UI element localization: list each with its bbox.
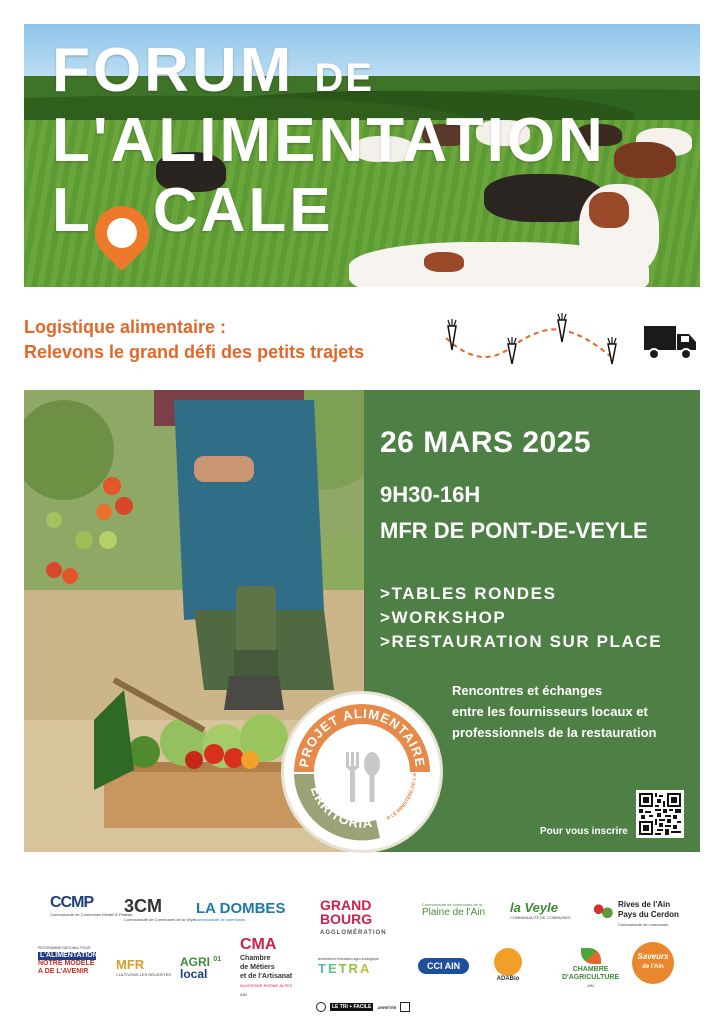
logo-ccmp-text: CCMP — [50, 894, 94, 911]
logo-rives-line1: Rives de l'Ain — [618, 900, 671, 909]
logo-agri-word: AGRI — [180, 955, 210, 969]
logo-local-word: local — [180, 967, 208, 981]
logo-pnan-line2: L'ALIMENTATION — [40, 952, 98, 959]
logo-plaine-subtext: Communauté de communes de la — [422, 902, 483, 907]
subtitle — [24, 315, 364, 365]
subtitle-line-2: Relevons le grand défi des petits trajets — [24, 342, 365, 362]
event-hours: 9H30-16H — [380, 482, 481, 507]
hero-banner — [24, 24, 700, 287]
logo-grand-bourg — [320, 898, 387, 940]
title-word-de: DE — [314, 56, 375, 100]
logo-la-dombes — [196, 900, 285, 922]
title-letter-l: L — [52, 176, 93, 245]
carrot-icon — [508, 337, 516, 364]
registration-qr-code[interactable] — [636, 790, 684, 838]
logo-tri — [316, 1002, 410, 1012]
logo-cma-line1: Chambre — [240, 955, 271, 962]
logo-plaine-text: Plaine de l'Ain — [422, 907, 486, 918]
logo-rives-line2: Pays du Cerdon — [618, 910, 679, 919]
pat-logo — [284, 694, 440, 850]
partner-logos — [0, 880, 725, 1024]
logo-tetra-text: TETRA — [318, 964, 379, 974]
logo-saveurs-de-l-ain — [632, 942, 674, 984]
logo-plaine-de-l-ain — [422, 902, 485, 918]
logo-pnan-line3: NOTRE MODÈLE — [38, 960, 95, 967]
forum-title — [52, 36, 606, 245]
logo-cma-line2: de Métiers — [240, 964, 275, 971]
logo-grand-bourg-line1: GRAND — [320, 897, 372, 913]
rives-berries-icon — [592, 902, 614, 920]
logo-la-dombes-text: LA DOMBES — [196, 900, 286, 917]
chambre-leaf-icon — [581, 948, 601, 964]
description-line: entre les fournisseurs locaux et — [452, 704, 648, 719]
logo-ccmp — [50, 894, 132, 917]
badge-side-text: R LE MINISTÈRE DE L'A — [385, 772, 419, 822]
logo-tri-text: LE TRI + FACILE — [332, 1004, 372, 1010]
event-date: 26 MARS 2025 — [380, 426, 592, 459]
logo-mfr-text: MFR — [116, 957, 145, 972]
delivery-truck-icon — [644, 322, 698, 362]
badge-bottom-text: ERRITORIA — [307, 784, 374, 831]
logo-saveurs-line2: de l'Ain — [642, 964, 664, 970]
logo-rives-subtext: Communauté de communes — [618, 922, 669, 927]
qr-code-icon — [639, 793, 681, 835]
carrot-icon — [558, 313, 566, 342]
logo-tri-text-2: ARRÊTÉE — [377, 1004, 397, 1010]
program-item: >WORKSHOP — [380, 608, 507, 627]
title-line-alimentation: L'ALIMENTATION — [52, 106, 606, 175]
logo-cma — [240, 936, 292, 999]
logo-pnan — [38, 944, 96, 976]
logo-mfr-subtext: CULTIVONS LES RÉUSSITES — [116, 972, 172, 977]
carrot-route-illustration — [440, 308, 650, 368]
logo-chambre-agriculture — [562, 948, 619, 990]
logo-adabio-text: ADABio — [496, 976, 520, 982]
logo-grand-bourg-line3: AGGLOMÉRATION — [320, 930, 387, 936]
logo-3cm-subtext: Communauté de Communes de la Veyle — [124, 917, 196, 922]
program-item: >RESTAURATION SUR PLACE — [380, 632, 663, 651]
logo-pnan-line1: PROGRAMME NATIONAL POUR — [38, 946, 91, 950]
logo-agri-number: 01 — [213, 956, 222, 963]
logo-cci-ain — [418, 958, 469, 974]
description-line: professionnels de la restauration — [452, 725, 657, 740]
cow-image — [614, 142, 676, 178]
logo-chambre-line3: AIN — [587, 983, 594, 988]
badge-top-text: PROJET ALIMENTAIRE — [296, 705, 428, 769]
program-list — [380, 582, 662, 654]
subtitle-line-1: Logistique alimentaire : — [24, 317, 227, 337]
logo-la-veyle-text: la Veyle — [510, 900, 558, 915]
logo-cma-line4: AUVERGNE-RHÔNE-ALPES — [240, 983, 293, 988]
logo-cci-text: CCI AIN — [427, 961, 461, 971]
logo-pnan-line4: A DE L'AVENIR — [38, 968, 89, 975]
logo-3cm-text: 3CM — [124, 896, 163, 916]
logo-tetra — [318, 954, 379, 974]
logo-saveurs-line1: Saveurs — [637, 952, 669, 961]
logo-tetra-subtext: territoires en transition agro-écologique — [318, 957, 379, 961]
register-label: Pour vous inscrire — [540, 826, 628, 837]
logo-3cm — [124, 896, 196, 922]
adabio-flower-icon — [494, 948, 522, 976]
cow-image — [424, 252, 464, 272]
program-item: >TABLES RONDES — [380, 584, 557, 603]
logo-cma-line3: et de l'Artisanat — [240, 973, 293, 980]
logo-agri-local — [180, 954, 221, 980]
event-venue: MFR DE PONT-DE-VEYLE — [380, 518, 648, 543]
carrot-icon — [608, 337, 616, 364]
logo-agri-text — [180, 954, 221, 968]
logo-rives-de-l-ain — [618, 900, 679, 930]
tri-icon — [316, 1002, 326, 1012]
logo-la-dombes-subtext: communauté de communes — [196, 917, 246, 922]
logo-mfr — [116, 957, 172, 980]
projet-alimentaire-badge — [284, 694, 440, 850]
description-line: Rencontres et échanges — [452, 683, 603, 698]
logo-adabio — [494, 948, 522, 982]
title-word-forum: FORUM — [52, 36, 295, 105]
recycle-icon — [400, 1002, 410, 1012]
logo-cma-line5: AIN — [240, 992, 247, 997]
logo-chambre-line2: D'AGRICULTURE — [562, 974, 620, 981]
title-word-cale: CALE — [152, 176, 334, 245]
logo-grand-bourg-line2: BOURG — [320, 911, 373, 927]
logo-cma-text: CMA — [240, 936, 277, 953]
event-description — [452, 680, 656, 743]
logo-la-veyle — [510, 900, 571, 920]
logo-ccmp-subtext: Communauté de Communes Miribel & Plateau — [50, 912, 133, 917]
logo-chambre-line1: CHAMBRE — [572, 966, 609, 973]
logo-la-veyle-subtext: COMMUNAUTÉ DE COMMUNES — [510, 915, 571, 920]
